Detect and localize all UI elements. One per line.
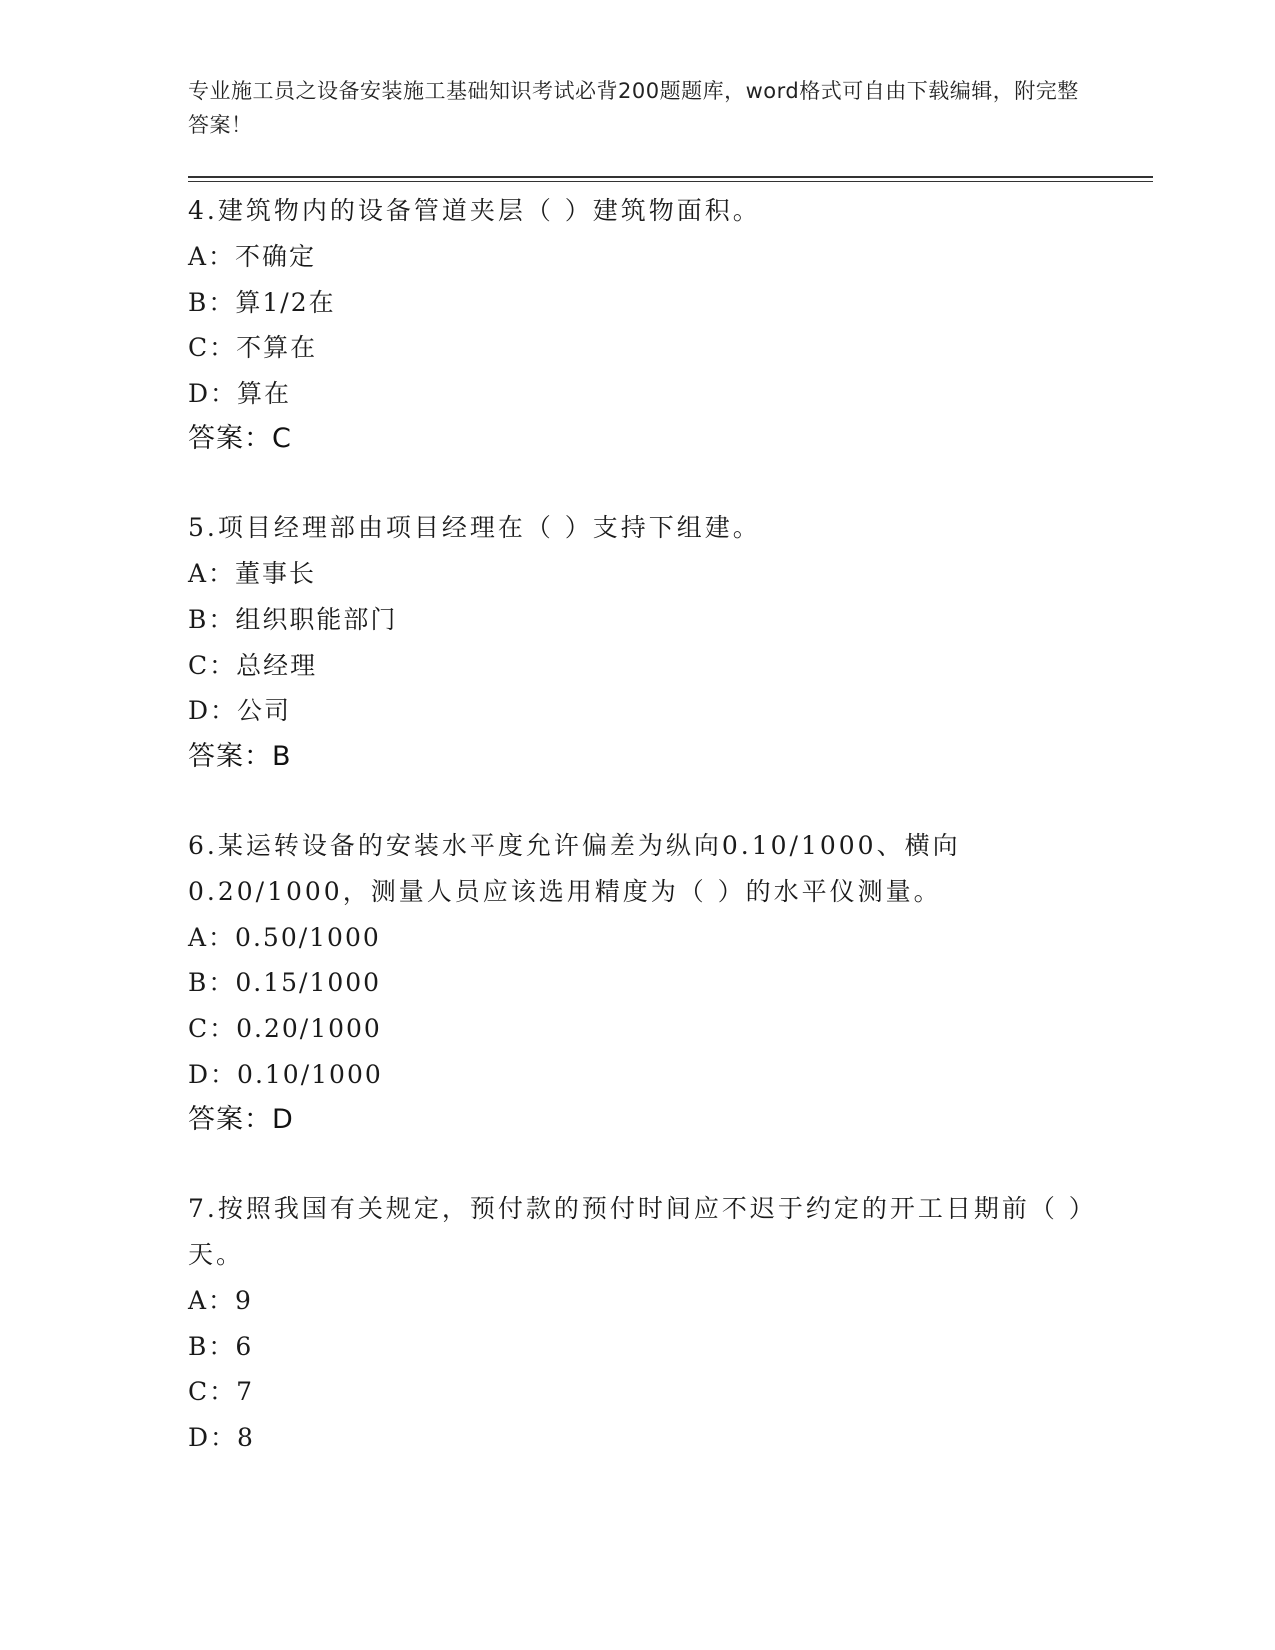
option-c: C：0.20/1000 bbox=[188, 1013, 382, 1043]
question-stem: 4.建筑物内的设备管道夹层（ ）建筑物面积。 bbox=[188, 196, 761, 225]
option-b: B：6 bbox=[188, 1331, 254, 1361]
question-item bbox=[188, 188, 1088, 462]
question-stem: 7.按照我国有关规定，预付款的预付时间应不迟于约定的开工日期前（ ）天。 bbox=[188, 1194, 1085, 1270]
option-a: A：9 bbox=[188, 1286, 253, 1316]
option-c: C：不算在 bbox=[188, 333, 318, 363]
question-item bbox=[188, 505, 1088, 779]
option-a: A：董事长 bbox=[188, 559, 317, 589]
option-a: A：不确定 bbox=[188, 242, 317, 271]
question-item bbox=[188, 1186, 1088, 1460]
option-d: D：算在 bbox=[188, 378, 292, 408]
option-a: A：0.50/1000 bbox=[188, 922, 381, 952]
option-d: D：8 bbox=[188, 1422, 255, 1452]
question-list bbox=[188, 188, 1088, 1504]
option-b: B：0.15/1000 bbox=[188, 968, 382, 998]
answer-line: 答案：B bbox=[188, 740, 292, 772]
question-stem: 5.项目经理部由项目经理在（ ）支持下组建。 bbox=[188, 513, 761, 543]
option-b: B：算1/2在 bbox=[188, 287, 336, 317]
option-d: D：0.10/1000 bbox=[188, 1059, 383, 1089]
header-divider-thick bbox=[188, 176, 1153, 178]
option-d: D：公司 bbox=[188, 696, 292, 726]
option-c: C：总经理 bbox=[188, 650, 318, 680]
question-item bbox=[188, 823, 1088, 1143]
answer-line: 答案：C bbox=[188, 423, 292, 455]
header-divider-thin bbox=[188, 181, 1153, 182]
option-b: B：组织职能部门 bbox=[188, 604, 398, 634]
document-header: 专业施工员之设备安装施工基础知识考试必背200题题库，word格式可自由下载编辑，附完整答案！ bbox=[188, 79, 1079, 137]
question-stem: 6.某运转设备的安装水平度允许偏差为纵向0.10/1000、横向0.20/1000，测量人员应该选用精度为（ ）的水平仪测量。 bbox=[188, 830, 961, 906]
answer-line: 答案：D bbox=[188, 1104, 294, 1136]
option-c: C：7 bbox=[188, 1377, 255, 1407]
